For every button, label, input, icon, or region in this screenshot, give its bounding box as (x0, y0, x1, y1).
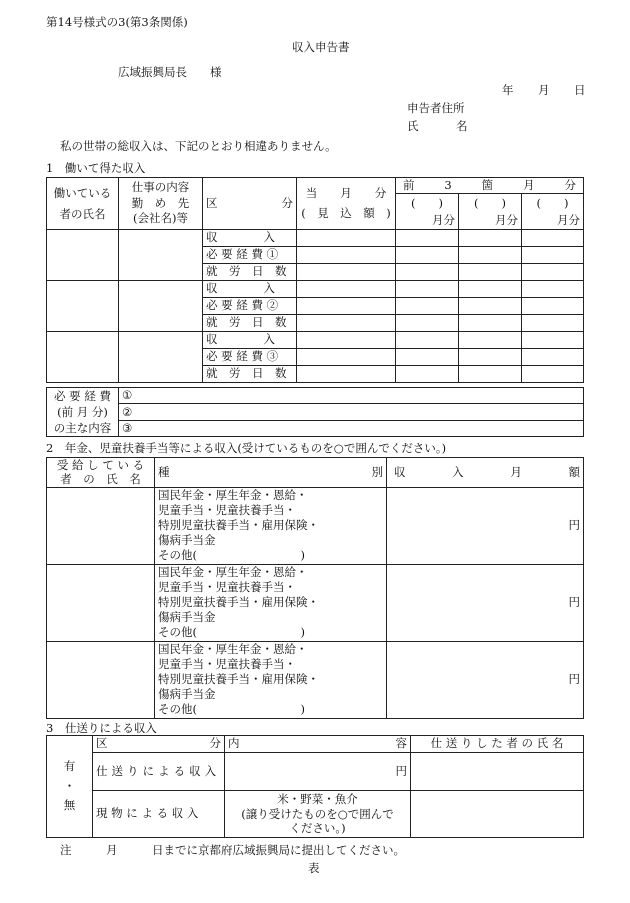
expense-detail-1[interactable]: ① (119, 388, 584, 404)
prev-month-2: ( ) 月分 (459, 194, 522, 230)
job-cell[interactable] (119, 332, 203, 383)
expense-current[interactable] (297, 349, 396, 366)
pension-amount[interactable]: 円 (387, 564, 584, 641)
income-m2[interactable] (459, 281, 522, 298)
row-expense-1: 必 要 経 費 ① (203, 247, 297, 264)
work-income-table (46, 177, 584, 383)
expense-details-label: 必 要 経 費 (前 月 分) の主な内容 (47, 388, 119, 437)
col-type: 種 別 (155, 458, 387, 488)
addressee: 広域振興局長 (118, 65, 187, 79)
row-expense-2: 必 要 経 費 ② (203, 298, 297, 315)
pension-table (46, 457, 584, 719)
expense-m3[interactable] (522, 298, 584, 315)
expense-m3[interactable] (522, 247, 584, 264)
form-title: 収入申告書 (292, 40, 350, 54)
col-sender-name: 仕 送 り し た 者 の 氏 名 (411, 736, 584, 753)
worker-name-cell[interactable] (47, 332, 119, 383)
col-content: 内 容 (225, 736, 411, 753)
days-m3[interactable] (522, 366, 584, 383)
col-current-month: 当 月 分 ( 見 込 額 ) (297, 178, 396, 230)
income-m1[interactable] (396, 281, 459, 298)
days-m1[interactable] (396, 366, 459, 383)
applicant-name-label-1: 氏 (407, 119, 419, 133)
expense-m2[interactable] (459, 298, 522, 315)
prev-month-3: ( ) 月分 (522, 194, 584, 230)
umu-label[interactable]: 有 ・ 無 (47, 736, 93, 838)
row-days: 就 労 日 数 (203, 264, 297, 281)
col-worker-name: 働いている 者の氏名 (47, 178, 119, 230)
income-m3[interactable] (522, 230, 584, 247)
expense-m1[interactable] (396, 298, 459, 315)
declaration-text: 私の世帯の総収入は、下記のとおり相違ありません。 (60, 139, 337, 153)
recipient-name-cell[interactable] (47, 487, 155, 564)
pension-types[interactable]: 国民年金・厚生年金・恩給・ 児童手当・児童扶養手当・ 特別児童扶養手当・雇用保険・ 傷病手当金 その他( ) (155, 564, 387, 641)
pension-amount[interactable]: 円 (387, 487, 584, 564)
row-days: 就 労 日 数 (203, 366, 297, 383)
goods-content[interactable]: 米・野菜・魚介 (譲り受けたものを○で囲んで ください。) (225, 791, 411, 838)
recipient-name-cell[interactable] (47, 564, 155, 641)
col-recipient-name: 受 給 し て い る 者 の 氏 名 (47, 458, 155, 488)
col-kubun: 区 分 (93, 736, 225, 753)
cash-amount[interactable]: 円 (225, 753, 411, 791)
prev-month-1: ( ) 月分 (396, 194, 459, 230)
expense-m1[interactable] (396, 349, 459, 366)
income-m3[interactable] (522, 332, 584, 349)
row-goods-remittance: 現 物 に よ る 収 入 (93, 791, 225, 838)
job-cell[interactable] (119, 281, 203, 332)
row-income: 収 入 (203, 230, 297, 247)
days-m3[interactable] (522, 264, 584, 281)
days-m3[interactable] (522, 315, 584, 332)
col-prev-3-months: 前 3 箇 月 分 (396, 178, 584, 194)
income-m3[interactable] (522, 281, 584, 298)
form-number: 第14号様式の3(第3条関係) (46, 15, 188, 29)
worker-name-cell[interactable] (47, 281, 119, 332)
date-month: 月 (538, 83, 550, 97)
note-text: 注 月 日までに京都府広域振興局に提出してください。 (60, 843, 405, 857)
cash-sender-name[interactable] (411, 753, 584, 791)
col-monthly-amount: 収 入 月 額 (387, 458, 584, 488)
page-side-label: 表 (308, 861, 320, 875)
expense-current[interactable] (297, 298, 396, 315)
remittance-table (46, 735, 584, 838)
days-current[interactable] (297, 264, 396, 281)
applicant-address-label: 申告者住所 (407, 101, 465, 115)
income-m2[interactable] (459, 230, 522, 247)
days-m1[interactable] (396, 315, 459, 332)
income-current[interactable] (297, 281, 396, 298)
row-income: 収 入 (203, 281, 297, 298)
col-job: 仕事の内容 勤 め 先 (会社名)等 (119, 178, 203, 230)
expense-m3[interactable] (522, 349, 584, 366)
section1-heading: 1 働いて得た収入 (46, 161, 146, 175)
applicant-name-label-2: 名 (456, 119, 468, 133)
date-day: 日 (574, 83, 586, 97)
date-year: 年 (502, 83, 514, 97)
expense-details-table (46, 387, 584, 437)
worker-name-cell[interactable] (47, 230, 119, 281)
pension-types[interactable]: 国民年金・厚生年金・恩給・ 児童手当・児童扶養手当・ 特別児童扶養手当・雇用保険・ 傷病手当金 その他( ) (155, 487, 387, 564)
income-current[interactable] (297, 230, 396, 247)
income-m1[interactable] (396, 230, 459, 247)
income-m2[interactable] (459, 332, 522, 349)
pension-amount[interactable]: 円 (387, 641, 584, 718)
row-days: 就 労 日 数 (203, 315, 297, 332)
recipient-name-cell[interactable] (47, 641, 155, 718)
days-m2[interactable] (459, 315, 522, 332)
section2-heading: 2 年金、児童扶養手当等による収入(受けているものを○で囲んでください。) (46, 441, 447, 455)
expense-detail-3[interactable]: ③ (119, 420, 584, 436)
row-expense-3: 必 要 経 費 ③ (203, 349, 297, 366)
pension-types[interactable]: 国民年金・厚生年金・恩給・ 児童手当・児童扶養手当・ 特別児童扶養手当・雇用保険・ 傷病手当金 その他( ) (155, 641, 387, 718)
row-cash-remittance: 仕送りによる収入 (93, 753, 225, 791)
expense-detail-2[interactable]: ② (119, 404, 584, 420)
income-current[interactable] (297, 332, 396, 349)
expense-m2[interactable] (459, 349, 522, 366)
section3-heading: 3 仕送りによる収入 (46, 721, 157, 735)
row-income: 収 入 (203, 332, 297, 349)
expense-m1[interactable] (396, 247, 459, 264)
days-m2[interactable] (459, 264, 522, 281)
expense-m2[interactable] (459, 247, 522, 264)
days-m1[interactable] (396, 264, 459, 281)
days-m2[interactable] (459, 366, 522, 383)
income-m1[interactable] (396, 332, 459, 349)
addressee-sama: 様 (210, 65, 222, 79)
col-kubun: 区 分 (203, 178, 297, 230)
goods-sender-name[interactable] (411, 791, 584, 838)
days-current[interactable] (297, 366, 396, 383)
days-current[interactable] (297, 315, 396, 332)
job-cell[interactable] (119, 230, 203, 281)
expense-current[interactable] (297, 247, 396, 264)
